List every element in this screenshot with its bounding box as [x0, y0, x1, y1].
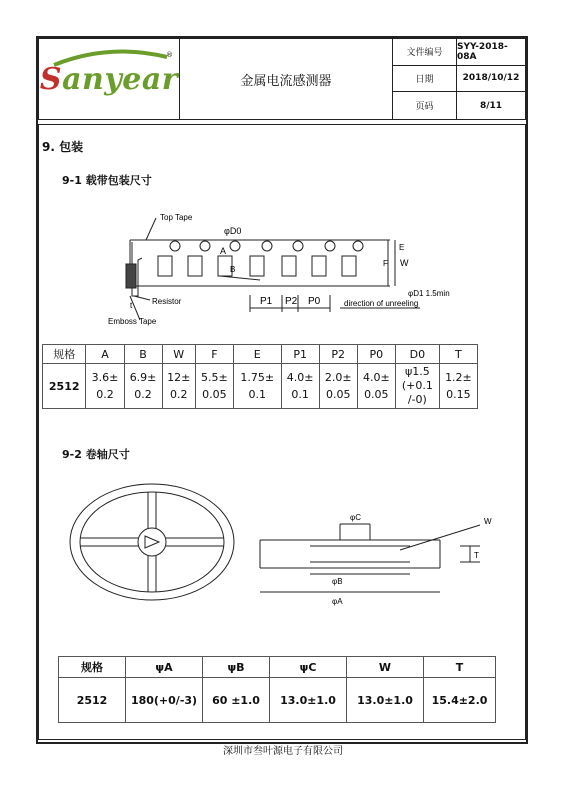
- table-header-cell: F: [195, 345, 233, 364]
- label-b: B: [230, 265, 236, 274]
- label-direction: direction of unreeling: [344, 299, 419, 308]
- table-cell: 60 ±1.0: [203, 678, 270, 723]
- table-cell: 6.9± 0.2: [124, 364, 162, 409]
- label-reel-b: φB: [332, 577, 343, 586]
- table-header-cell: P1: [281, 345, 319, 364]
- label-p2: P2: [285, 296, 298, 307]
- company-logo: [39, 39, 180, 119]
- meta-value: 8/11: [479, 100, 503, 111]
- table-cell: 2.0± 0.05: [319, 364, 357, 409]
- label-reel-w: W: [484, 517, 492, 526]
- table-cell: 3.6± 0.2: [86, 364, 124, 409]
- subsection-title-tape: 9-1 载带包装尺寸: [62, 174, 152, 187]
- logo-swoosh-icon: [49, 47, 169, 67]
- table-header-cell: D0: [395, 345, 439, 364]
- label-p1: P1: [260, 296, 273, 307]
- table-header-row: [59, 657, 496, 678]
- registered-mark: ®: [166, 51, 173, 59]
- table-cell: 13.0±1.0: [347, 678, 424, 723]
- label-t: t: [130, 301, 133, 310]
- section-title: 9. 包装: [42, 140, 84, 154]
- table-cell: 2512: [59, 678, 126, 723]
- table-cell: 4.0± 0.05: [357, 364, 395, 409]
- table-header-cell: T: [424, 657, 496, 678]
- table-header-cell: 规格: [43, 345, 86, 364]
- table-cell: 180(+0/-3): [126, 678, 203, 723]
- label-f: F: [383, 259, 388, 268]
- table-cell: 5.5± 0.05: [195, 364, 233, 409]
- table-header-cell: A: [86, 345, 124, 364]
- document-header: [38, 38, 526, 120]
- table-header-cell: B: [124, 345, 162, 364]
- table-header-row: [43, 345, 478, 364]
- table-header-cell: P0: [357, 345, 395, 364]
- meta-value: SYY-2018-08A: [457, 39, 525, 66]
- table-header-cell: ψB: [203, 657, 270, 678]
- table-cell: 12± 0.2: [162, 364, 195, 409]
- table-header-cell: E: [233, 345, 281, 364]
- table-row: [59, 678, 496, 723]
- label-resistor: Resistor: [152, 297, 182, 306]
- label-a: A: [220, 246, 227, 256]
- table-cell: 1.2± 0.15: [439, 364, 477, 409]
- label-reel-a: φA: [332, 597, 343, 606]
- table-cell: 13.0±1.0: [270, 678, 347, 723]
- document-meta: [393, 39, 525, 119]
- meta-label: 日期: [393, 66, 457, 93]
- label-d1: φD1 1.5min: [408, 289, 450, 298]
- label-p0: P0: [308, 296, 321, 307]
- meta-label: 页码: [393, 92, 457, 119]
- label-w: W: [400, 258, 409, 268]
- document-title: 金属电流感测器: [180, 39, 393, 119]
- table-cell: 1.75± 0.1: [233, 364, 281, 409]
- table-header-cell: W: [162, 345, 195, 364]
- tape-dimension-table: [42, 344, 478, 409]
- table-header-cell: ψC: [270, 657, 347, 678]
- table-cell: ψ1.5 (+0.1 /-0): [395, 364, 439, 409]
- reel-dimension-table: [58, 656, 496, 723]
- label-e: E: [399, 243, 405, 252]
- company-footer: 深圳市叁叶源电子有限公司: [223, 746, 343, 757]
- table-cell: 2512: [43, 364, 86, 409]
- reel-diagram: [60, 480, 500, 610]
- table-cell: 15.4±2.0: [424, 678, 496, 723]
- subsection-title-reel: 9-2 卷轴尺寸: [62, 448, 130, 461]
- table-header-cell: W: [347, 657, 424, 678]
- meta-label: 文件编号: [393, 39, 457, 66]
- table-header-cell: ψA: [126, 657, 203, 678]
- table-header-cell: P2: [319, 345, 357, 364]
- logo-text: Sanyear: [39, 61, 179, 97]
- table-header-cell: 规格: [59, 657, 126, 678]
- carrier-tape-diagram: [90, 200, 490, 335]
- table-row: [43, 364, 478, 409]
- table-cell: 4.0± 0.1: [281, 364, 319, 409]
- table-header-cell: T: [439, 345, 477, 364]
- label-emboss: Emboss Tape: [108, 317, 157, 326]
- meta-value: 2018/10/12: [457, 66, 525, 93]
- label-top-tape: Top Tape: [160, 213, 193, 222]
- label-reel-c: φC: [350, 513, 361, 522]
- label-reel-t: T: [474, 551, 479, 560]
- label-d0: φD0: [224, 226, 242, 236]
